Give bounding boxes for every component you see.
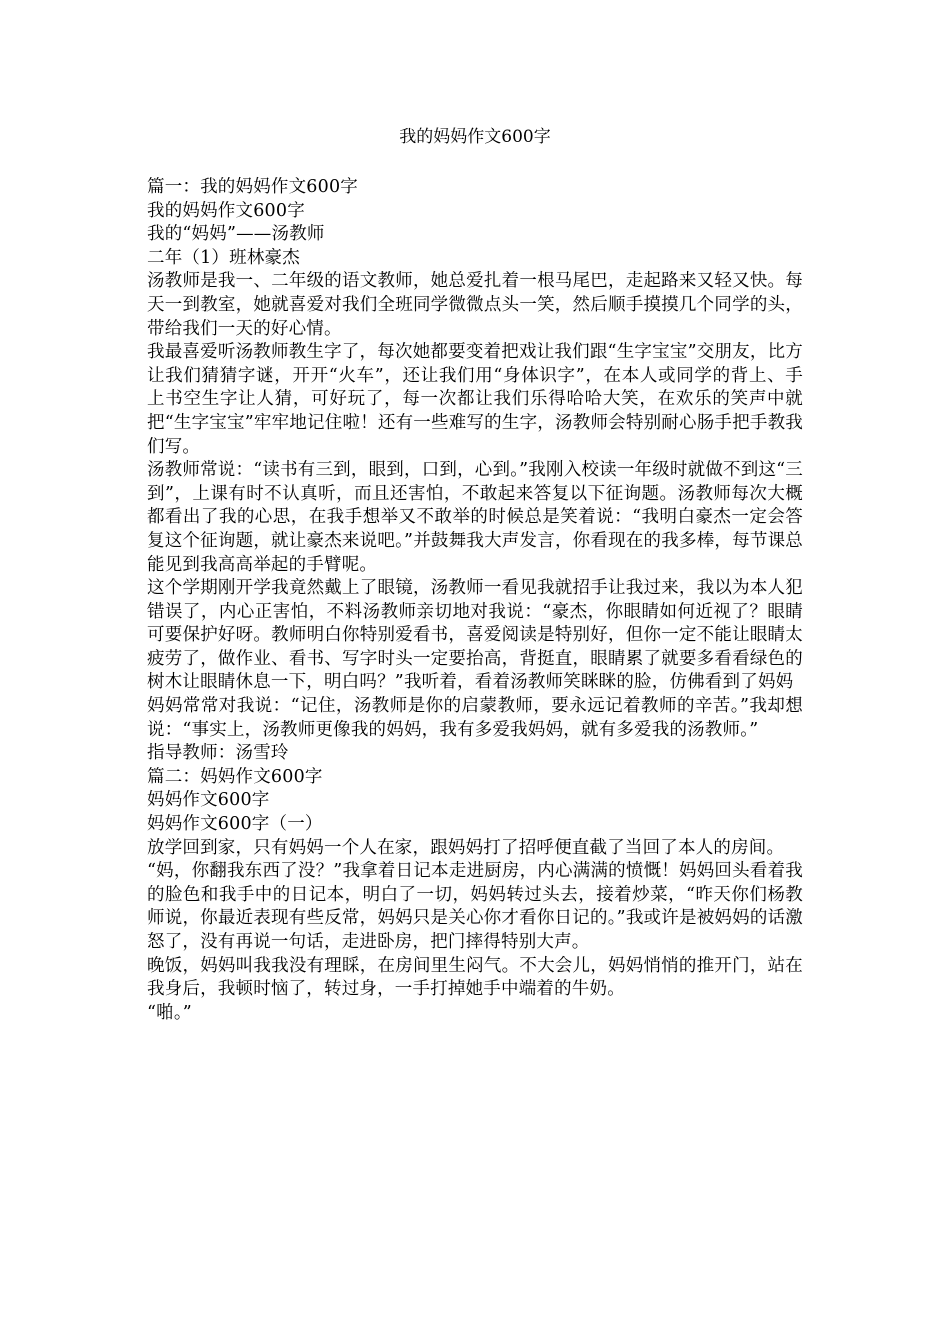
- paragraph: 妈妈常常对我说：“记住，汤教师是你的启蒙教师，要永远记着教师的辛苦。”我却想说：“事实上，汤教师更像我的妈妈，我有多爱我妈妈，就有多爱我的汤教师。”: [147, 696, 803, 740]
- section-heading: 篇二：妈妈作文600字: [147, 766, 323, 787]
- paragraph: 我最喜爱听汤教师教生字了，每次她都要变着把戏让我们跟“生字宝宝”交朋友，比方让我们猜猜字谜，开开“火车”，还让我们用“身体识字”，在本人或同学的背上、手上书空生字让人猜，可好玩了，每一次都让我们乐得哈哈大笑，在欢乐的笑声中就把“生字宝宝”牢牢地记住啦！还有一些难写的生字，汤教师会特别耐心肠手把手教我们写。: [147, 342, 803, 457]
- paragraph: 这个学期刚开学我竟然戴上了眼镜，汤教师一看见我就招手让我过来，我以为本人犯错误了，内心正害怕，不料汤教师亲切地对我说：“豪杰，你眼睛如何近视了？眼睛可要保护好呀。教师明白你特别爱看书，喜爱阅读是特别好，但你一定不能让眼睛太疲劳了，做作业、看书、写字时头一定要抬高，背挺直，眼睛累了就要多看看绿色的树木让眼睛休息一下，明白吗？”我听着，看着汤教师笑眯眯的脸，仿佛看到了妈妈: [147, 578, 803, 693]
- document-body: [147, 176, 803, 1025]
- section-heading: 篇一：我的妈妈作文600字: [147, 177, 359, 197]
- document-title: 我的妈妈作文600字: [399, 127, 551, 147]
- paragraph: 汤教师是我一、二年级的语文教师，她总爱扎着一根马尾巴，走起路来又轻又快。每天一到教室，她就喜爱对我们全班同学微微点头一笑，然后顺手摸摸几个同学的头，带给我们一天的好心情。: [147, 271, 803, 339]
- paragraph: 晚饭，妈妈叫我我没有理睬，在房间里生闷气。不大会儿，妈妈悄悄的推开门，站在我身后，我顿时恼了，转过身，一手打掉她手中端着的牛奶。: [147, 955, 803, 1000]
- essay-subtitle: 我的“妈妈”——汤教师: [147, 224, 325, 245]
- essay-subtitle: 妈妈作文600字（一）: [147, 814, 323, 835]
- paragraph: 汤教师常说：“读书有三到，眼到，口到，心到。”我刚入校读一年级时就做不到这“三到”，上课有时不认真听，而且还害怕，不敢起来答复以下征询题。汤教师每次大概都看出了我的心思，在我手想举又不敢举的时候总是笑着说：“我明白豪杰一定会答复这个征询题，就让豪杰来说吧。”并鼓舞我大声发言，你看现在的我多棒，每节课总能见到我高高举起的手臂呢。: [147, 460, 803, 575]
- instructor-line: 指导教师：汤雪玲: [147, 743, 289, 764]
- paragraph: “妈，你翻我东西了没？”我拿着日记本走进厨房，内心满满的愤慨！妈妈回头看着我的脸色和我手中的日记本，明白了一切，妈妈转过头去，接着炒菜，“昨天你们杨教师说，你最近表现有些反常，妈妈只是关心你才看你日记的。”我或许是被妈妈的话激怒了，没有再说一句话，走进卧房，把门摔得特别大声。: [147, 861, 803, 952]
- essay-title: 我的妈妈作文600字: [147, 200, 305, 221]
- essay-title: 妈妈作文600字: [147, 790, 270, 811]
- author-line: 二年（1）班林豪杰: [147, 247, 300, 268]
- paragraph: “啪。”: [147, 1002, 192, 1023]
- paragraph: 放学回到家，只有妈妈一个人在家，跟妈妈打了招呼便直截了当回了本人的房间。: [147, 837, 785, 858]
